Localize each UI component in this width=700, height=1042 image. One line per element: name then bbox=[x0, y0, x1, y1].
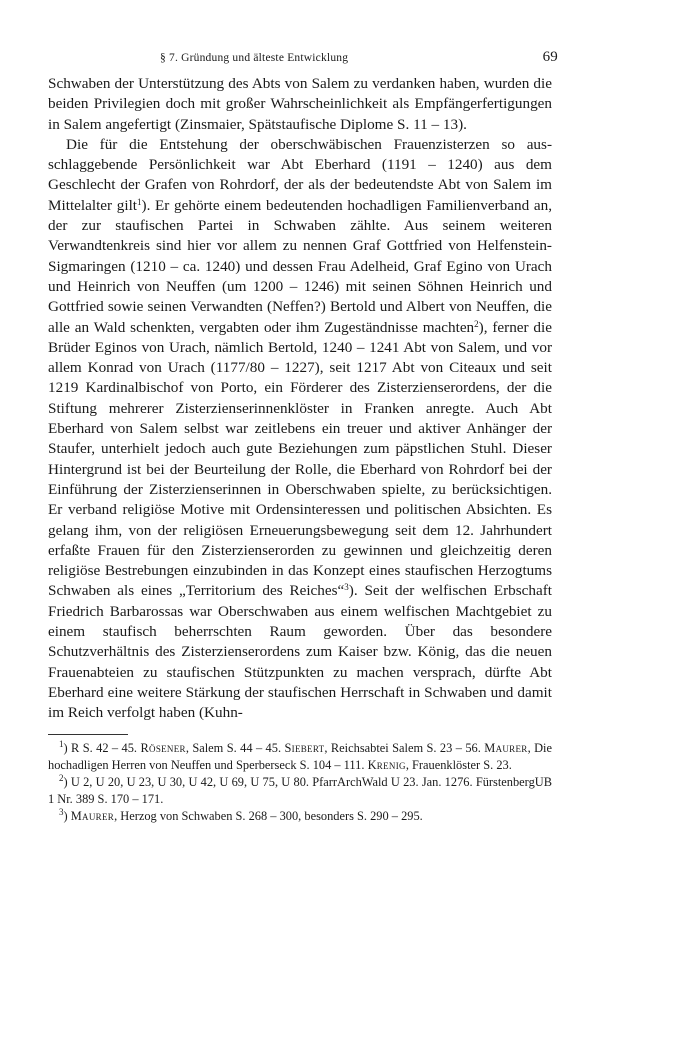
page-number: 69 bbox=[542, 49, 558, 65]
footnote-3 bbox=[48, 808, 552, 825]
paragraph-text-part: ). Seit der welfischen Erbschaft Friedrich Barbarossas war Oberschwaben aus einem welfischen Machtgebiet zu einem staufisch beherrschten Raum geworden. Über das besondere Schutzverhältnis des Zisterzienserordens zum Kaiser bzw. König, das die neuen Frauenabteien zu staufischen Stützpunkten zu machen versprach, dürfte Abt Eberhard eine weitere Stärkung der staufischen Herrschaft in Schwaben und damit im Reich verfolgt haben (Kuhn- bbox=[48, 582, 552, 722]
footnote-text: , Die hochadligen Herren von Neuffen und Sperberseck S. 104 – 111. bbox=[48, 740, 552, 772]
footnote-text: ) U 2, U 20, U 23, U 30, U 42, U 69, U 75, U 80. PfarrArchWald U 23. Jan. 1276. FürstenbergUB 1 Nr. 389 S. 170 – 171. bbox=[48, 774, 552, 806]
footnotes bbox=[48, 740, 552, 825]
main-text bbox=[48, 74, 552, 724]
footnote-text: , Reichsabtei Salem S. 23 – 56. bbox=[324, 740, 485, 755]
paragraph-abt-eberhard bbox=[48, 135, 552, 724]
footnote-text: , Salem S. 44 – 45. bbox=[185, 740, 285, 755]
footnote-text: ) R S. 42 – 45. bbox=[63, 740, 141, 755]
paragraph-text-part: Die für die Entstehung der oberschwäbischen Frauenzisterzen so ausschlaggebende Persönlichkeit war Abt Eberhard (1191 – 1240) aus dem Geschlecht der Grafen von Rohrdorf, der als der bedeutendste Abt von Salem im Mittelalter gilt bbox=[48, 135, 552, 214]
author-name: Maurer bbox=[484, 740, 528, 755]
footnote-1 bbox=[48, 740, 552, 774]
page-header bbox=[48, 40, 558, 68]
author-name: Siebert bbox=[284, 740, 325, 755]
author-name: Rösener bbox=[140, 740, 186, 755]
footnote-marker-3: 3 bbox=[344, 582, 349, 593]
footnote-3-mark: 3 bbox=[59, 806, 64, 817]
footnote-marker-1: 1 bbox=[137, 196, 142, 207]
book-page bbox=[48, 40, 558, 825]
author-name: Krenig bbox=[367, 757, 406, 772]
paragraph-text-part: ), ferner die Brüder Eginos von Urach, nämlich Bertold, 1240 – 1241 Abt von Salem, und vor allem Konrad von Urach (1177/80 – 1227), seit 1217 Abt von Citeaux und seit 1219 Kardinalbischof von Porto, ein Förderer des Zisterzienserordens, der die Stiftung mehrerer Zisterzienserinnenklöster in Franken anregte. Auch Abt Eberhard von Salem selbst war zeitlebens ein treuer und aktiver Anhänger der Staufer, unterhielt jedoch auch gute Beziehungen zum päpstlichen Stuhl. Dieser Hintergrund ist bei der Beurteilung der Rolle, die Eberhard von Rohrdorf bei der Einführung der Zisterzienserinnen in Oberschwaben spielte, zu berücksichtigen. Er verband religiöse Motive mit Ordensinteressen und politischen Absichten. Es gelang ihm, von der religiösen Erneuerungsbewegung seit dem 12. Jahrhundert erfaßte Frauen für den Zisterzienserorden zu gewinnen und gleichzeitig deren religiöse Bestrebungen einzubinden in das Konzept eines staufischen Herzogtums Schwaben als eines „Territorium des Reiches“ bbox=[48, 318, 552, 600]
footnote-2-mark: 2 bbox=[59, 772, 64, 783]
footnote-1-mark: 1 bbox=[59, 738, 64, 749]
running-head: § 7. Gründung und älteste Entwicklung bbox=[160, 52, 349, 64]
footnote-text: , Herzog von Schwaben S. 268 – 300, besonders S. 290 – 295. bbox=[114, 808, 423, 823]
paragraph-continued: Schwaben der Unterstützung des Abts von Salem zu verdanken haben, wurden die beiden Privilegien doch mit großer Wahrscheinlichkeit als Empfängerfertigungen in Salem angefertigt (Zinsmaier, Spätstaufische Diplome S. 11 – 13). bbox=[48, 75, 552, 133]
paragraph-text-part: ). Er gehörte einem bedeutenden hochadligen Familienverband an, der zur staufischen Partei in Schwaben zählte. Aus seinem weiteren Verwandtenkreis sind hier vor allem zu nennen Graf Gottfried von Helfenstein-Sigmaringen (1210 – ca. 1240) und dessen Frau Adelheid, Graf Egino von Urach und Heinrich von Neuffen (um 1200 – 1246) mit seinen Söhnen Heinrich und Gottfried sowie seinen Verwandten (Neffen?) Bertold und Albert von Neuffen, die alle an Wald schenkten, vergabten oder ihm Zugeständnisse machten bbox=[48, 196, 552, 336]
footnote-text: , Frauenklöster S. 23. bbox=[405, 757, 512, 772]
footnote-marker-2: 2 bbox=[474, 318, 479, 329]
footnote-text: ) bbox=[63, 808, 71, 823]
author-name: Maurer bbox=[70, 808, 115, 823]
footnote-separator bbox=[48, 734, 128, 735]
footnote-2 bbox=[48, 774, 552, 808]
